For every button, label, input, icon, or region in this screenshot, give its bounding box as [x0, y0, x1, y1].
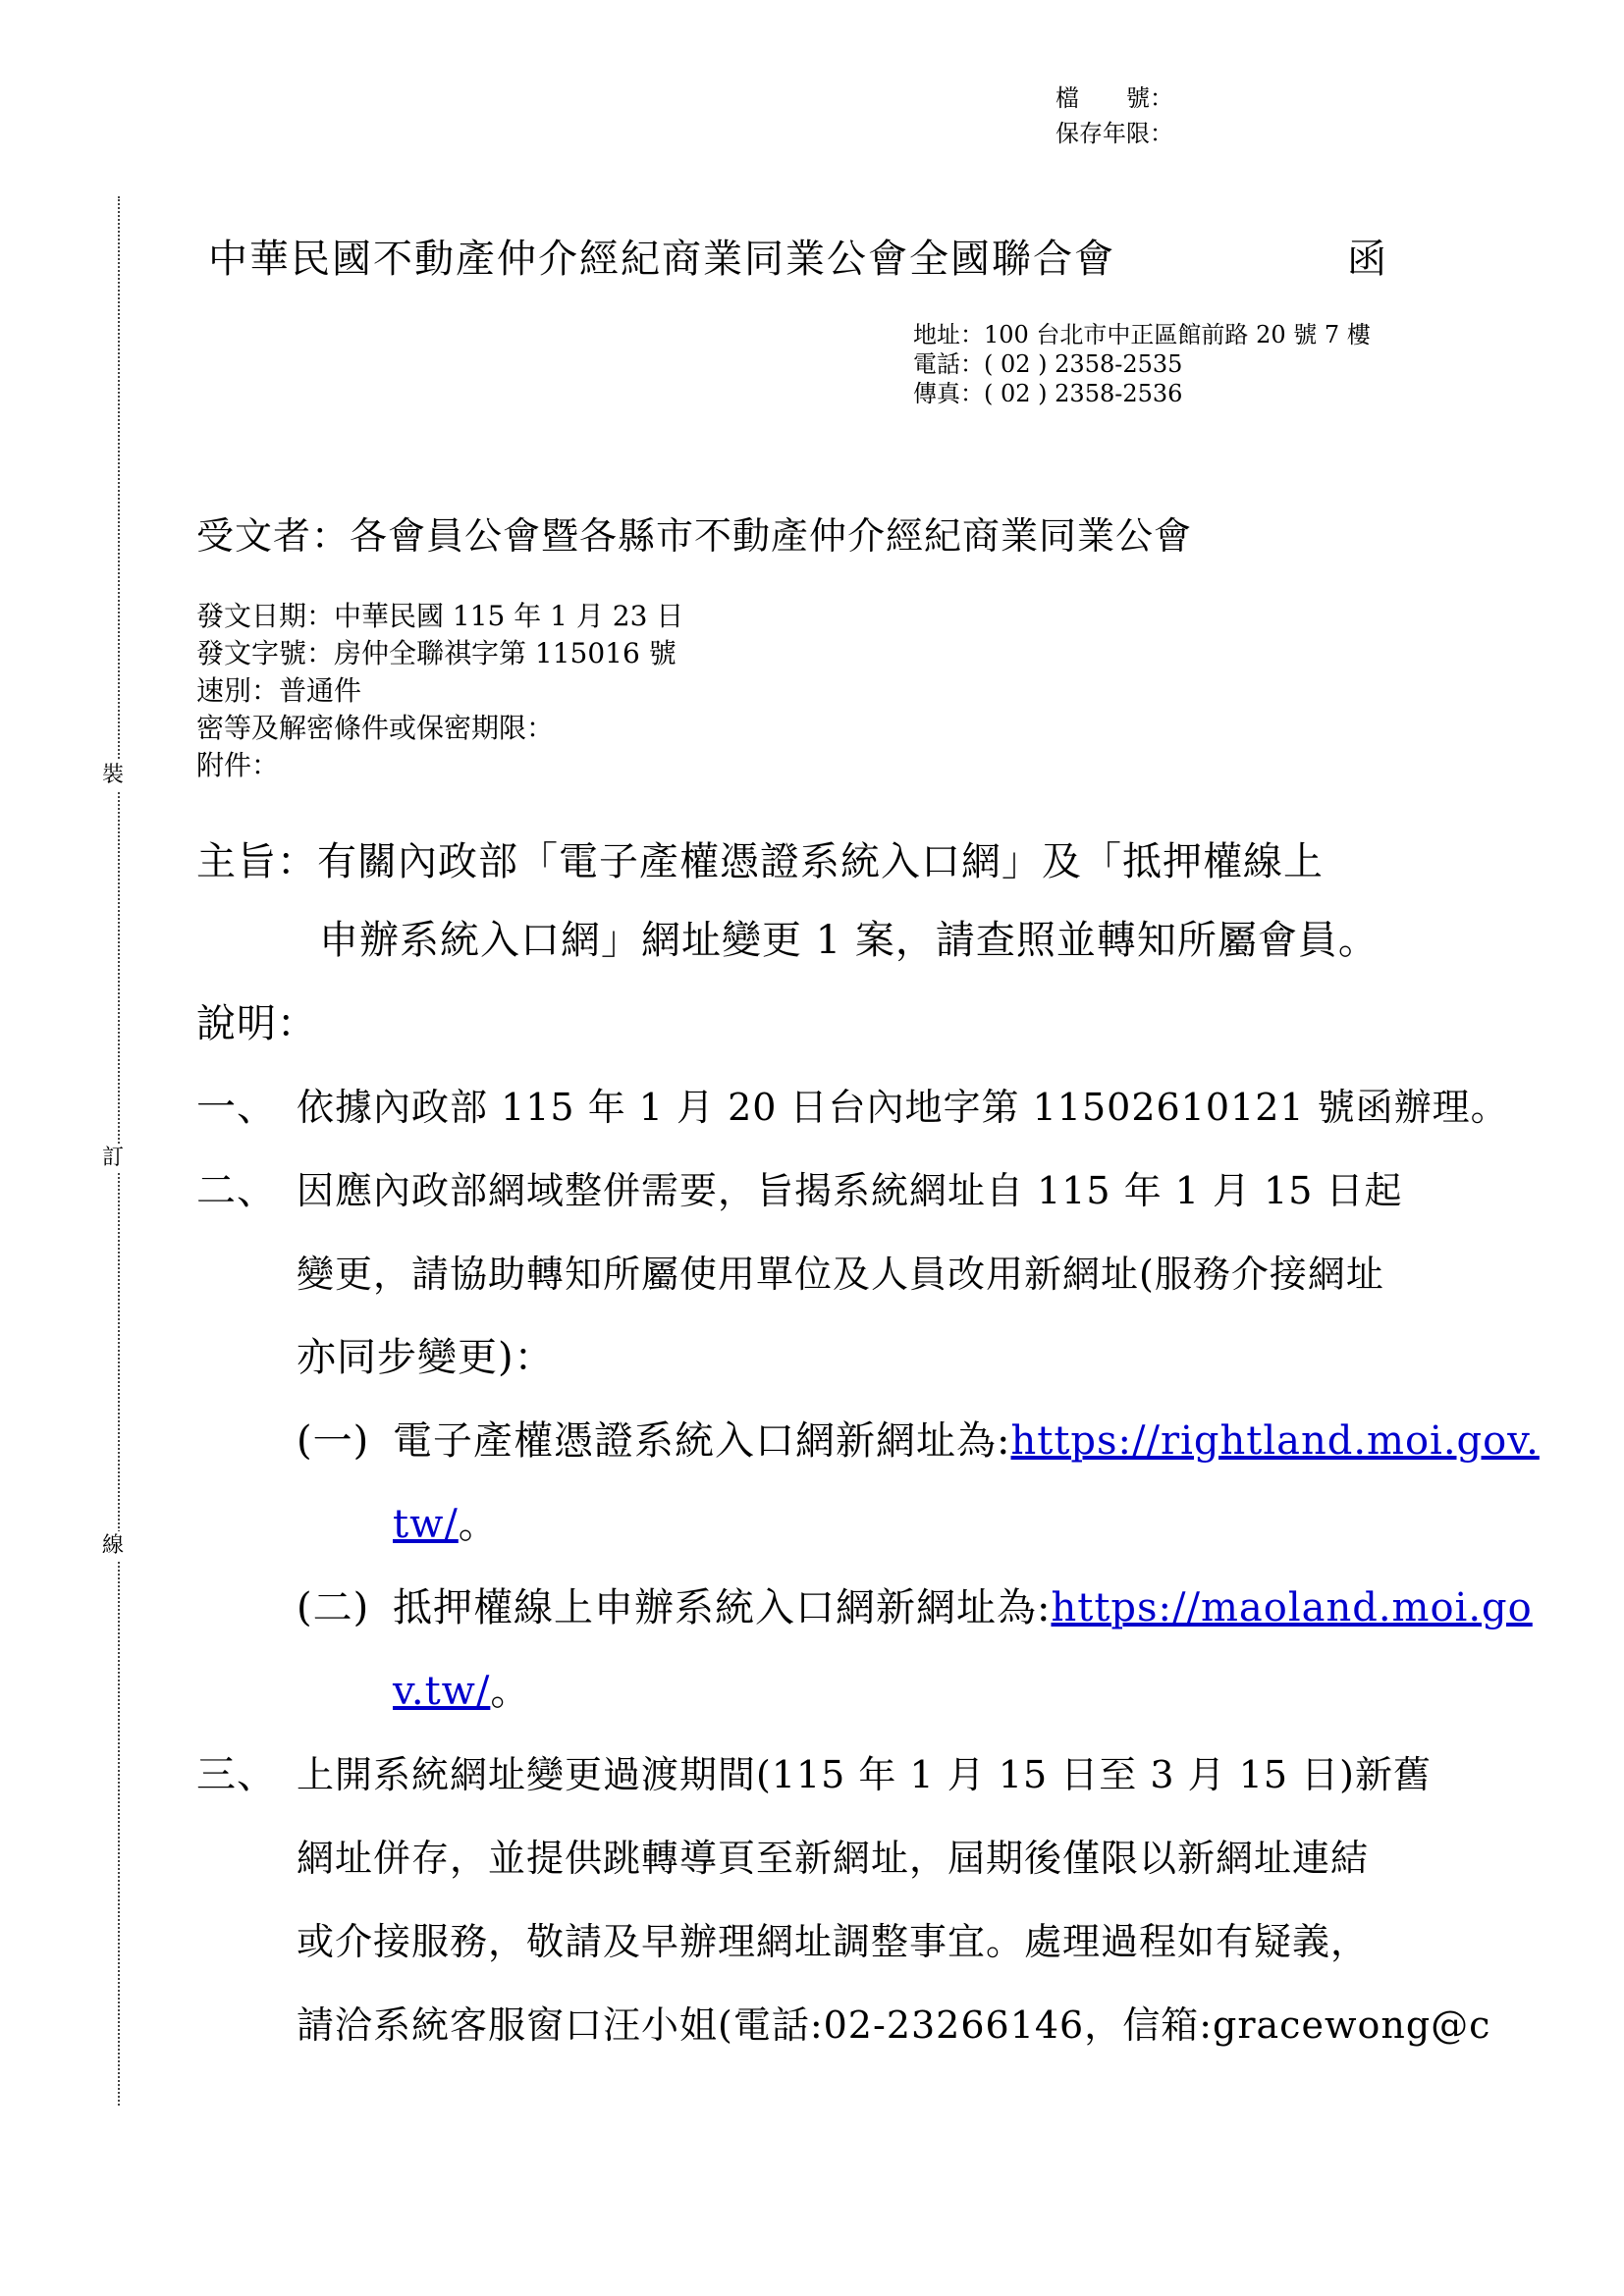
binding-mark-xian: 線 — [102, 1531, 124, 1561]
maoland-url-link-cont[interactable]: v.tw/ — [393, 1669, 491, 1714]
subitem-2-line-1 — [393, 1566, 1533, 1650]
issue-number: 發文字號：房仲全聯祺字第 115016 號 — [196, 637, 677, 669]
recipient: 受文者：各會員公會暨各縣市不動產仲介經紀商業同業公會 — [196, 514, 1193, 558]
address: 地址：100 台北市中正區館前路 20 號 7 樓 — [913, 321, 1371, 348]
binding-mark-zhuang: 裝 — [102, 761, 124, 790]
rightland-url-link[interactable]: https://rightland.moi.gov. — [1010, 1418, 1540, 1464]
subitem-1-number: (一) — [297, 1418, 370, 1464]
item-3-line-3: 或介接服務，敬請及早辦理網址調整事宜。處理過程如有疑義， — [297, 1920, 1370, 1963]
subitem-1-text: 電子產權憑證系統入口網新網址為: — [393, 1418, 1011, 1464]
subject-line-2: 申辦系統入口網」網址變更 1 案，請查照並轉知所屬會員。 — [319, 918, 1379, 963]
phone: 電話：( 02 ) 2358-2535 — [913, 350, 1183, 378]
subitem-2-number: (二) — [297, 1585, 370, 1630]
org-name: 中華民國不動產仲介經紀商業同業公會全國聯合會 — [208, 237, 1115, 282]
issue-date: 發文日期：中華民國 115 年 1 月 23 日 — [196, 600, 684, 632]
subitem-1-end: 。 — [458, 1502, 499, 1547]
delivery-speed: 速別：普通件 — [196, 674, 362, 707]
retention-label: 保存年限： — [1056, 120, 1173, 147]
subject-line-1: 主旨：有關內政部「電子產權憑證系統入口網」及「抵押權線上 — [196, 839, 1324, 884]
subitem-1-line-2 — [393, 1482, 499, 1567]
item-2-line-1: 因應內政部網域整併需要，旨揭系統網址自 115 年 1 月 15 日起 — [297, 1169, 1403, 1212]
item-1-text: 依據內政部 115 年 1 月 20 日台內地字第 11502610121 號函辦理。 — [297, 1086, 1509, 1129]
fax: 傳真：( 02 ) 2358-2536 — [913, 380, 1183, 407]
item-3-line-4: 請洽系統客服窗口汪小姐(電話:02-23266146，信箱:gracewong@c — [297, 2003, 1491, 2047]
secrecy-level: 密等及解密條件或保密期限： — [196, 712, 555, 744]
attachment: 附件： — [196, 749, 280, 781]
file-number-label: 檔 號： — [1056, 84, 1173, 112]
item-2-line-3: 亦同步變更)： — [297, 1335, 555, 1380]
item-2-line-2: 變更，請協助轉知所屬使用單位及人員改用新網址(服務介接網址 — [297, 1253, 1384, 1296]
item-3-line-2: 網址併存，並提供跳轉導頁至新網址，屆期後僅限以新網址連結 — [297, 1837, 1370, 1880]
subitem-2-end: 。 — [490, 1669, 531, 1714]
subitem-2-text: 抵押權線上申辦系統入口網新網址為: — [393, 1585, 1052, 1630]
subitem-2-line-2 — [393, 1649, 530, 1734]
binding-mark-ding: 訂 — [102, 1144, 124, 1173]
item-3-line-1: 上開系統網址變更過渡期間(115 年 1 月 15 日至 3 月 15 日)新舊 — [297, 1753, 1432, 1796]
rightland-url-link-cont[interactable]: tw/ — [393, 1502, 459, 1547]
explanation-label: 說明： — [196, 1001, 317, 1046]
item-1-number: 一、 — [196, 1085, 277, 1130]
item-3-number: 三、 — [196, 1752, 277, 1797]
subitem-1-line-1 — [393, 1399, 1540, 1483]
maoland-url-link[interactable]: https://maoland.moi.go — [1051, 1585, 1533, 1630]
doc-type: 函 — [1347, 237, 1388, 282]
item-2-number: 二、 — [196, 1168, 277, 1213]
